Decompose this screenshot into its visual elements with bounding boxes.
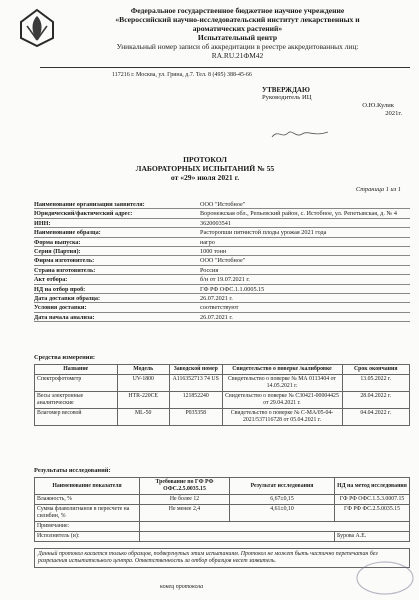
info-label: Форма выпуска:: [34, 238, 81, 246]
info-value: ГФ РФ ОФС.1.1.0005.15: [200, 285, 265, 293]
info-value: ООО "Истобное": [200, 257, 246, 265]
table-row: [35, 375, 410, 392]
info-row: [34, 303, 410, 312]
info-row: [34, 200, 410, 209]
table-cell: ГФ РФ ОФС.1.5.3.0007.15: [335, 495, 410, 505]
column-header: НД на метод исследования: [335, 478, 410, 495]
approval-role: Руководитель ИЦ: [262, 94, 312, 101]
table-cell: ГФ РФ ФС.2.5.0035.15: [335, 505, 410, 522]
info-label: Серия (Партия):: [34, 248, 81, 256]
info-row: [34, 266, 410, 275]
table-cell: 28.04.2022 г.: [342, 392, 410, 409]
info-row: [34, 275, 410, 284]
info-value: Воронежская обл., Репьевский район, с. Истобное, ул. Репетывская, д. № 4: [200, 210, 397, 218]
signature-icon: [270, 127, 330, 141]
approval-name: О.Ю.Кулик: [362, 102, 394, 109]
column-header: Название: [35, 365, 118, 375]
info-value: б/н от 19.07.2021 г.: [200, 276, 250, 284]
info-value: Расторопши пятнистой плоды урожая 2021 года: [200, 229, 327, 237]
table-cell: 04.04.2022 г.: [342, 409, 410, 426]
note-label: Примечание:: [35, 522, 140, 532]
table-cell: Спектрофотометр: [35, 375, 118, 392]
table-cell: UV-1800: [117, 375, 170, 392]
column-header: Модель: [117, 365, 170, 375]
header-divider: [40, 67, 410, 68]
institute-logo-icon: [17, 8, 57, 48]
table-cell: Свидетельство о поверке № С-МА/05-04-2021/537116728 от 05.04.2021 г.: [222, 409, 342, 426]
info-row: [34, 313, 410, 322]
info-label: Юридический/фактический адрес:: [34, 210, 133, 218]
table-cell: 13.05.2022 г.: [342, 375, 410, 392]
table-cell: A116352713 74 US: [170, 375, 223, 392]
sample-info: [34, 200, 410, 322]
info-value: 3620003541: [200, 219, 231, 227]
table-row: [35, 409, 410, 426]
column-header: Результат исследования: [230, 478, 335, 495]
info-value: 1000 тонн: [200, 248, 227, 256]
info-value: Россия: [200, 266, 219, 274]
table-cell: 6,67±0,15: [230, 495, 335, 505]
header-line-4: Испытательный центр: [197, 33, 278, 42]
institute-header: [60, 6, 415, 60]
info-label: НД на отбор проб:: [34, 285, 86, 293]
table-cell: 121852240: [170, 392, 223, 409]
table-cell: Свидетельство о поверке № МА 0113404 от 14.05.2021 г.: [222, 375, 342, 392]
info-label: ИНН:: [34, 219, 51, 227]
executor-row: [35, 532, 410, 542]
info-label: Дата начала анализа:: [34, 313, 95, 321]
info-row: [34, 285, 410, 294]
info-value: ООО "Истобное": [200, 201, 246, 208]
header-line-3: ароматических растений»: [192, 24, 283, 33]
info-row: [34, 247, 410, 256]
info-row: [34, 209, 410, 218]
protocol-title: [80, 155, 330, 182]
equipment-table: [34, 364, 410, 426]
column-header: Заводской номер: [170, 365, 223, 375]
header-line-5: Уникальный номер записи об аккредитации в реестре аккредитованных лиц:: [116, 42, 359, 51]
equipment-section-title: Средства измерения:: [34, 354, 96, 361]
end-of-protocol: конец протокола: [160, 584, 204, 590]
table-cell: ML-50: [117, 409, 170, 426]
results-section-title: Результаты исследований:: [34, 467, 111, 474]
info-value: соответствуют: [200, 304, 239, 312]
table-cell: 4,61±0,10: [230, 505, 335, 522]
executor-label: Исполнитель (и):: [35, 532, 140, 542]
executor-name: Бурова А.Е.: [335, 532, 410, 542]
table-row: [35, 505, 410, 522]
results-table: [34, 477, 410, 542]
column-header: Наименование показателя: [35, 478, 140, 495]
table-header-row: [35, 365, 410, 375]
info-label: Фирма изготовитель:: [34, 257, 95, 265]
institute-address: 117216 г. Москва, ул. Грина, д.7. Тел. 8 (495) 388-45-66: [112, 72, 252, 78]
protocol-title-line-1: ПРОТОКОЛ: [183, 155, 227, 164]
info-label: Акт отбора:: [34, 276, 68, 284]
table-cell: HTR-220CE: [117, 392, 170, 409]
info-row: [34, 219, 410, 228]
info-row: [34, 294, 410, 303]
table-cell: Не менее 2,4: [140, 505, 230, 522]
approval-block: [262, 86, 402, 118]
approval-title: УТВЕРЖДАЮ: [262, 86, 310, 94]
table-header-row: [35, 478, 410, 495]
info-row: [34, 238, 410, 247]
table-cell: Свидетельство о поверке № С30421-00004425 от 29.04.2021 г.: [222, 392, 342, 409]
footnote: Данный протокол касается только образцов, подвергнутых этим испытаниям. Протокол не может быть частично перепечатан без разрешения испытательного центра. Ответственность за отбор образцов несет заявитель.: [34, 548, 410, 568]
info-label: Дата доставки образца:: [34, 295, 101, 303]
executor-signature: [140, 532, 335, 542]
page-number: Страница 1 из 1: [355, 186, 401, 193]
info-label: Наименование образца:: [34, 229, 101, 237]
info-label: Наименование организации заявителя:: [34, 201, 145, 208]
header-line-1: Федеральное государственное бюджетное научное учреждение: [130, 6, 345, 15]
table-row: [35, 495, 410, 505]
header-line-6: RA.RU.21ФМ42: [211, 51, 264, 60]
table-cell: P035358: [170, 409, 223, 426]
table-cell: Сумма флаволигнанов в пересчете на силибин, %: [35, 505, 140, 522]
approval-date: 2021г.: [385, 110, 402, 117]
info-value: 26.07.2021 г.: [200, 295, 233, 303]
stamp-icon: [355, 560, 415, 596]
column-header: Требование по ГФ РФ ОФС.2.5.0035.15: [140, 478, 230, 495]
info-value: нагро: [200, 238, 215, 246]
info-row: [34, 228, 410, 237]
table-cell: Не более 12: [140, 495, 230, 505]
info-label: Условия доставки:: [34, 304, 87, 312]
table-cell: Влажность, %: [35, 495, 140, 505]
info-value: 26.07.2021 г.: [200, 313, 233, 321]
column-header: Свидетельство о поверке /калибровке: [222, 365, 342, 375]
table-row: [35, 392, 410, 409]
header-line-2: «Всероссийский научно-исследовательский институт лекарственных и: [115, 15, 360, 24]
column-header: Срок окончания: [342, 365, 410, 375]
info-row: [34, 256, 410, 265]
note-value: [140, 522, 410, 532]
table-cell: Весы электронные аналитические: [35, 392, 118, 409]
note-row: [35, 522, 410, 532]
table-cell: Влагомер весовой: [35, 409, 118, 426]
protocol-date: от «29» июля 2021 г.: [170, 173, 240, 182]
protocol-title-line-2: ЛАБОРАТОРНЫХ ИСПЫТАНИЙ № 55: [135, 164, 275, 173]
info-label: Страна изготовитель:: [34, 266, 96, 274]
